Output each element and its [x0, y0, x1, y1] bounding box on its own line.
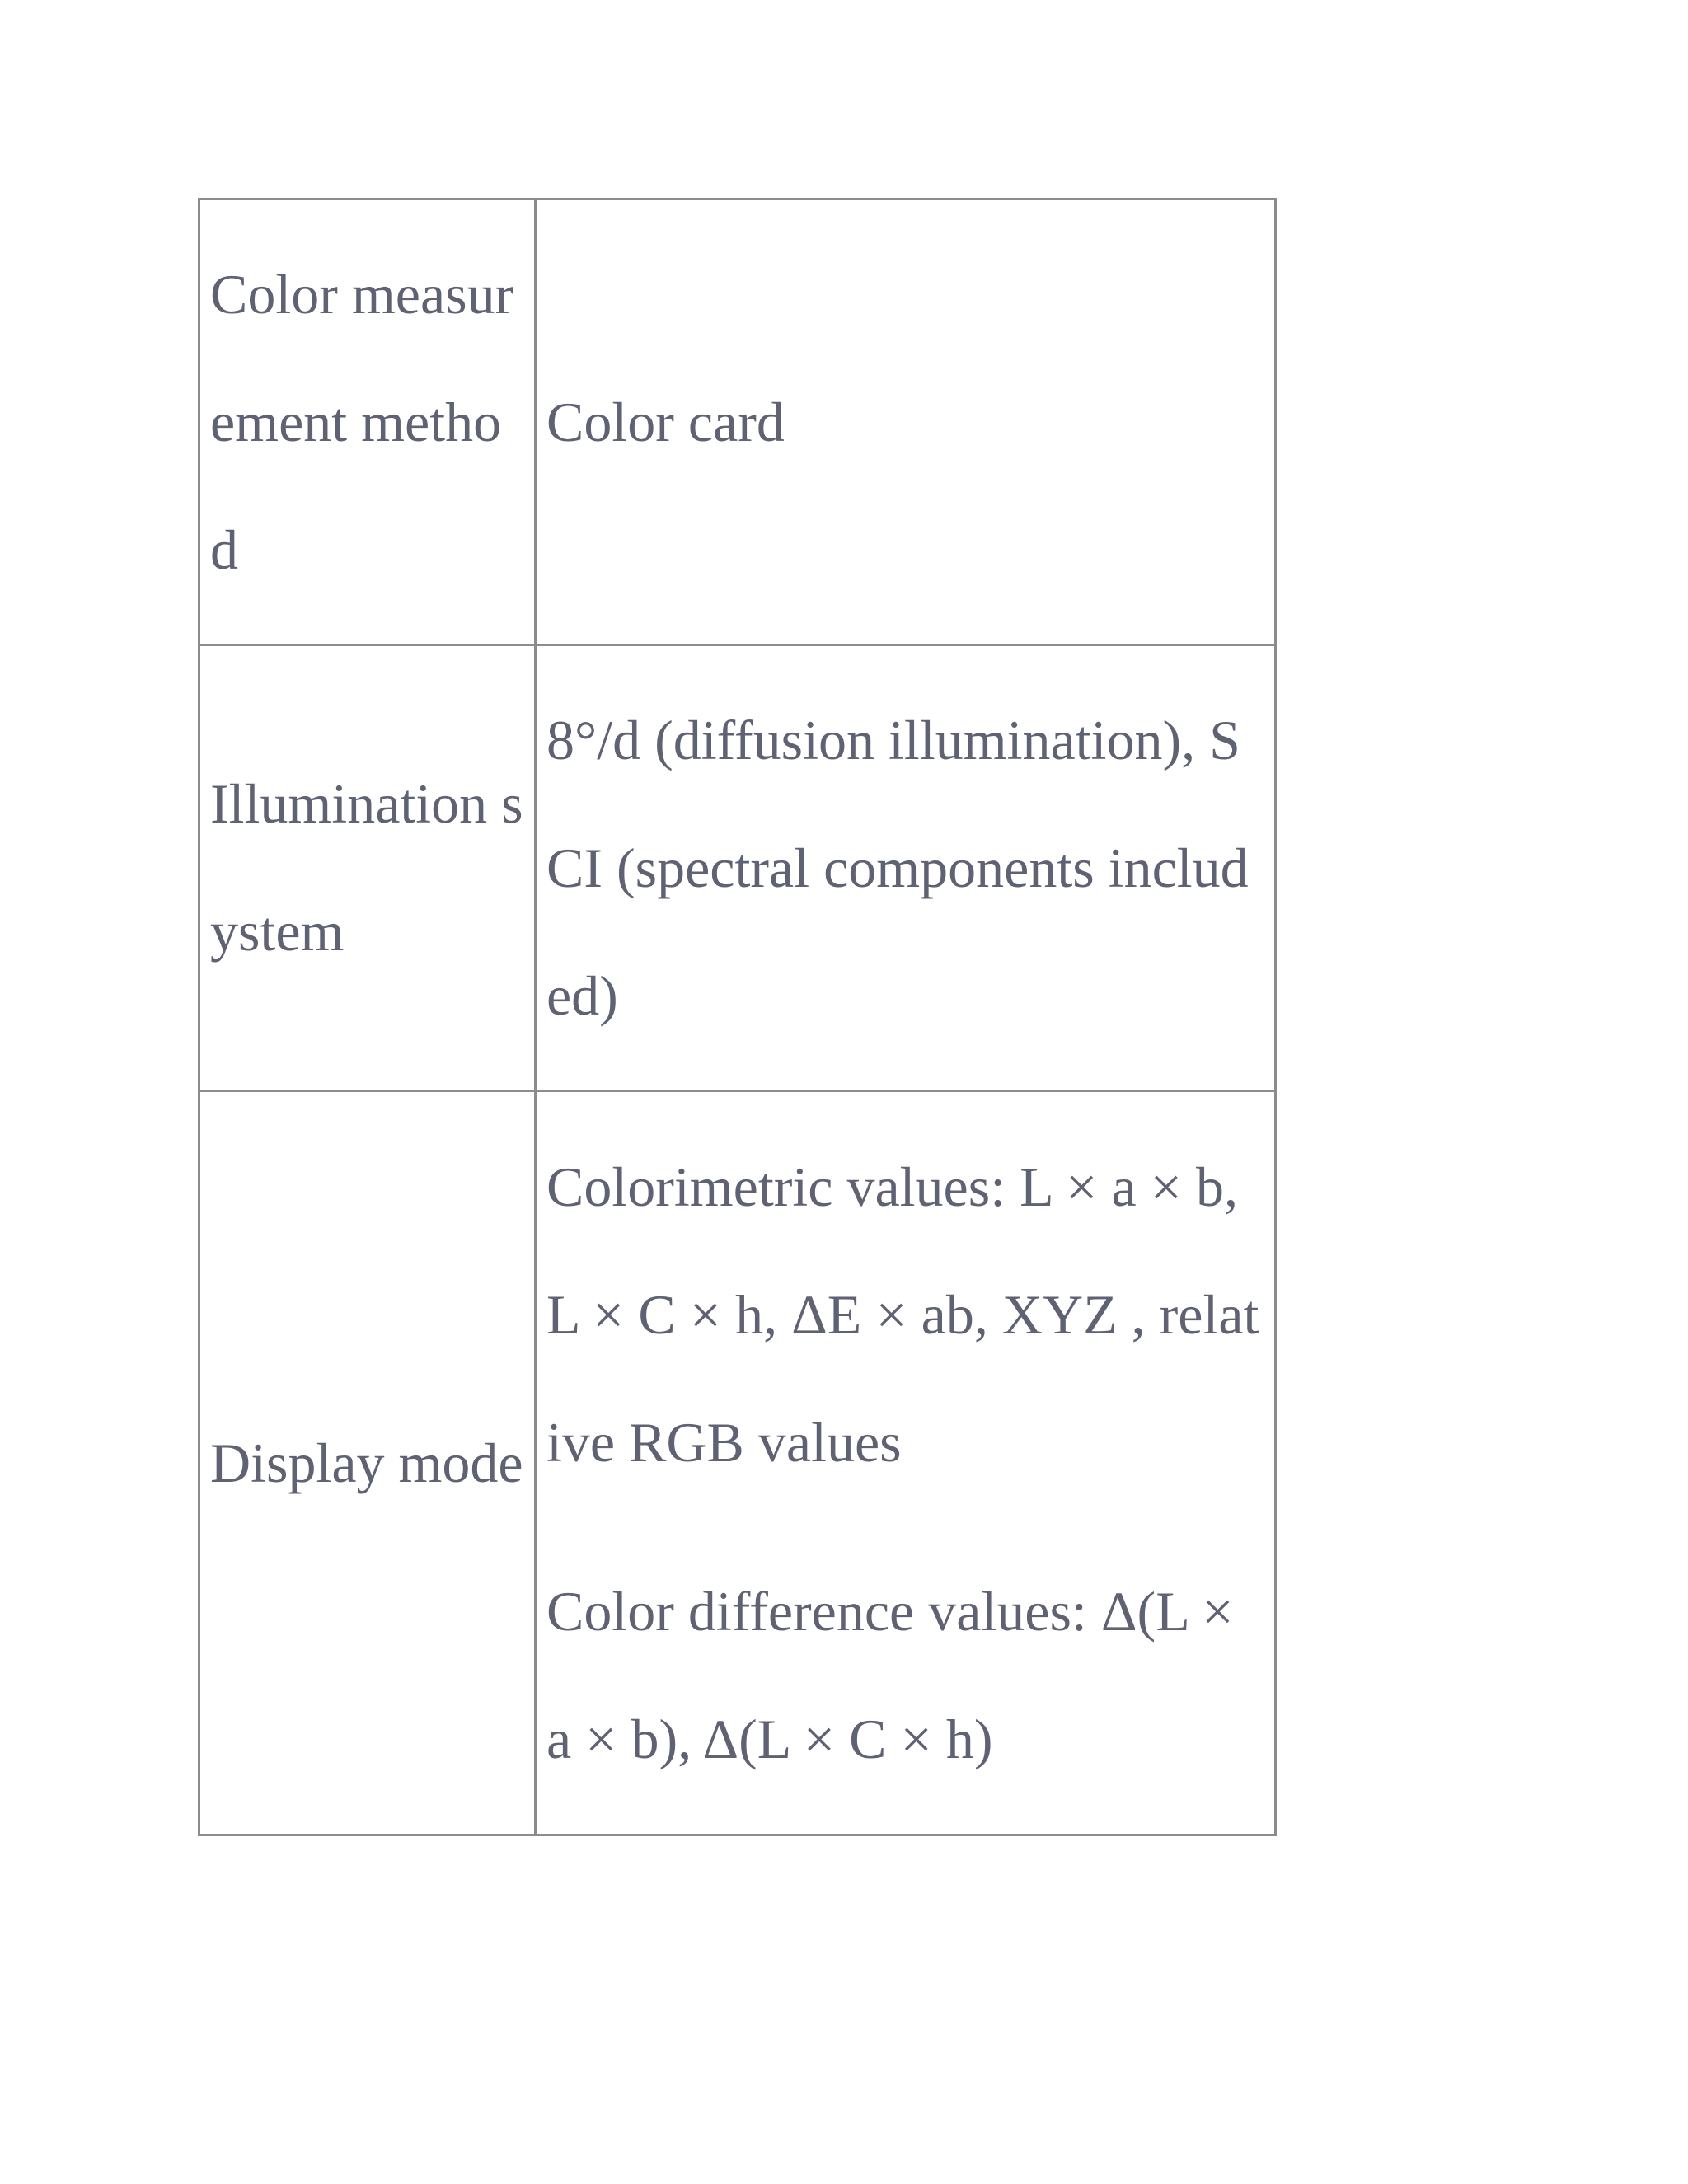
row-label-color-measurement-method	[199, 199, 536, 645]
row-value-illumination-system	[536, 645, 1276, 1091]
row-value-text: 8°/d (diffusion illumination), SCI (spectral components included)	[546, 708, 1249, 1027]
row-value-color-measurement-method	[536, 199, 1276, 645]
table-row	[199, 645, 1276, 1091]
table-row	[199, 1091, 1276, 1835]
row-value-text: Color card	[546, 390, 785, 453]
row-label-text: Illumination system	[210, 772, 523, 963]
spec-table	[198, 198, 1277, 1836]
row-label-text: Color measurement method	[210, 262, 514, 581]
table-row	[199, 199, 1276, 645]
row-label-display-mode	[199, 1091, 536, 1835]
colorimetric-values-text: Colorimetric values: L × a × b, L × C × h, ΔE × ab, XYZ , relative RGB values	[546, 1155, 1259, 1474]
row-label-illumination-system	[199, 645, 536, 1091]
row-label-text: Display mode	[210, 1431, 523, 1494]
row-value-display-mode	[536, 1091, 1276, 1835]
color-difference-values-text: Color difference values: Δ(L × a × b), Δ(L × C × h)	[546, 1579, 1234, 1770]
